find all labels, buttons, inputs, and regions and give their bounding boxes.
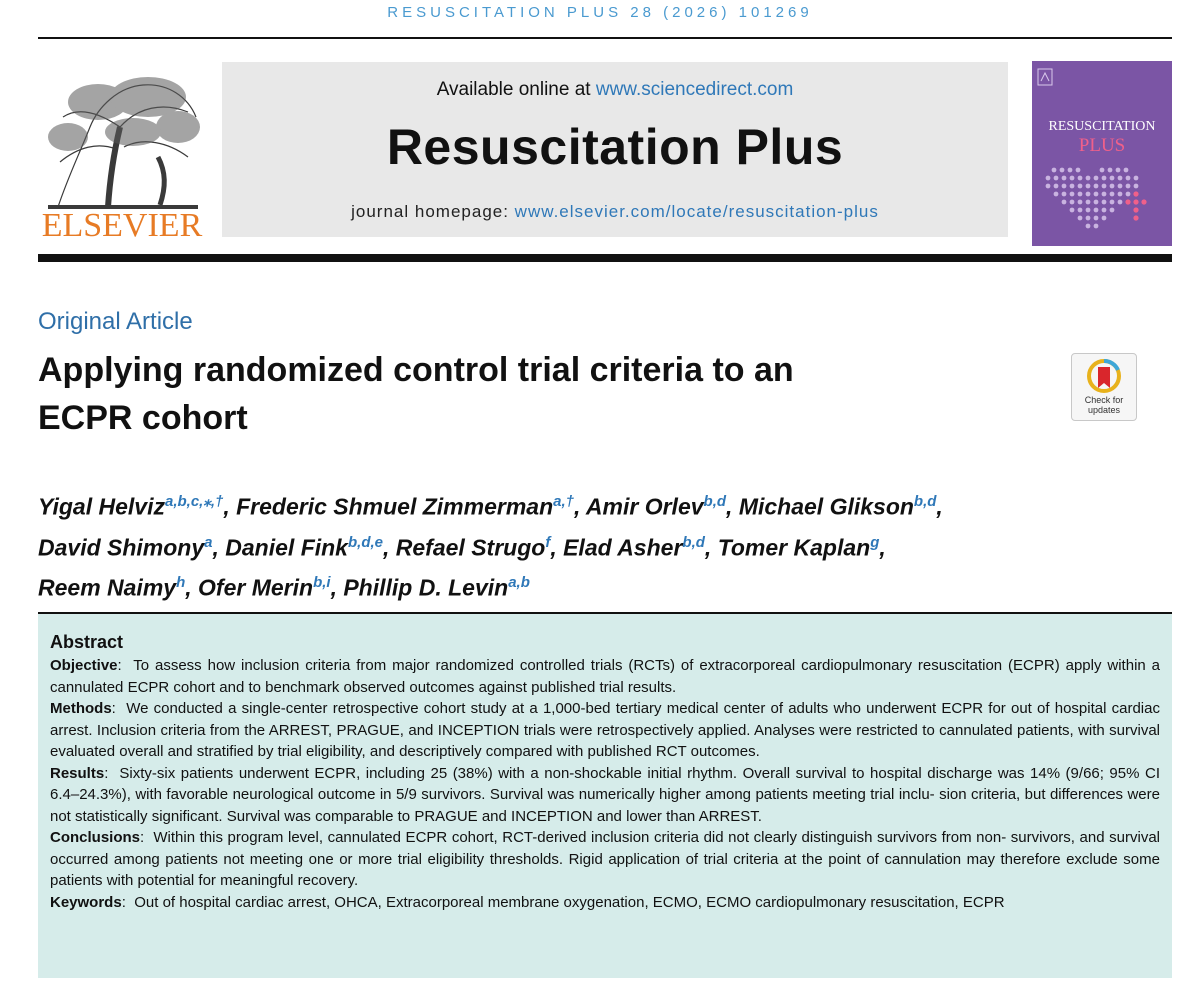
abstract-section-label: Methods (50, 700, 112, 717)
journal-cover (1032, 61, 1172, 246)
top-rule (38, 37, 1172, 39)
author-name[interactable]: Reem Naimy (38, 574, 177, 601)
abstract-section-text: Within this program level, cannulated ECPR cohort, RCT-derived inclusion criteria did not clearly distinguish survivors from non- survivors, and survival occurred among patients not meeting one or more trial eligibility thresholds. Rigid application of trial criteria at the point of cannulation may therefore exclude some patients with potential for meaningful recovery. (50, 829, 1160, 889)
journal-homepage-link[interactable]: www.elsevier.com/locate/resuscitation-plus (514, 202, 879, 221)
author-affiliation-sup[interactable]: a,b,c,⁎,† (164, 493, 224, 510)
crossmark-label (1072, 395, 1136, 415)
author-affiliation-sup[interactable]: b,d (913, 493, 937, 510)
elsevier-wordmark: ELSEVIER (41, 207, 203, 244)
abstract-box (38, 612, 1172, 978)
abstract-section-text: We conducted a single-center retrospective cohort study at a 1,000-bed tertiary medical center of adults who underwent ECPR for out of hospital cardiac arrest. Inclusion criteria from the ARREST, PRAGUE, and INCEPTION trials were retrospectively applied. Analyses were restricted to cannulated patients, with survival evaluated overall and stratified by trial eligibility, and descriptively compared with published RCT outcomes. (50, 700, 1160, 760)
author-name[interactable]: Amir Orlev (585, 493, 704, 520)
abstract-section-text: To assess how inclusion criteria from major randomized controlled trials (RCTs) of extracorporeal cardiopulmonary resuscitation (ECPR) apply within a cannulated ECPR cohort and to benchmark observed outcomes against published trial results. (50, 657, 1160, 696)
bottom-rule (38, 254, 1172, 262)
abstract-methods: Methods: We conducted a single-center retrospective cohort study at a 1,000-bed tertiary medical center of adults who underwent ECPR for out of hospital cardiac arrest. Inclusion criteria from the ARREST, PRAGUE, and INCEPTION trials were retrospectively applied. Analyses were restricted to cannulated patients, with survival evaluated overall and stratified by trial eligibility, and descriptively compared with published RCT outcomes. (50, 700, 1160, 760)
author-affiliation-sup[interactable]: a (204, 533, 213, 551)
author-affiliation-sup[interactable]: g (870, 533, 880, 551)
cover-subtitle: PLUS (1078, 135, 1126, 156)
check-for-updates-button[interactable] (1071, 353, 1137, 421)
author-separator: , (223, 493, 237, 520)
author-affiliation-sup[interactable]: a,† (553, 493, 574, 510)
author-affiliation-sup[interactable]: b,d (703, 493, 727, 510)
author-name[interactable]: Tomer Kaplan (717, 534, 871, 561)
author-separator: , (573, 493, 586, 520)
author-name[interactable]: Phillip D. Levin (343, 574, 509, 601)
journal-banner (222, 62, 1008, 237)
available-online-line (222, 79, 1008, 101)
author-affiliation-sup[interactable]: b,d,e (347, 533, 383, 551)
journal-masthead (38, 37, 1172, 257)
crossmark-line-2: updates (1087, 405, 1121, 415)
homepage-prefix: journal homepage: (351, 202, 515, 221)
author-separator: , (212, 534, 226, 561)
author-separator: , (936, 493, 943, 520)
abstract-section-text: Out of hospital cardiac arrest, OHCA, Extracorporeal membrane oxygenation, ECMO, ECMO cardiopulmonary resuscitation, ECPR (134, 893, 1005, 911)
author-line-3 (38, 565, 1178, 606)
author-list (38, 484, 1178, 606)
abstract-section-label: Conclusions (50, 829, 141, 846)
author-name[interactable]: David Shimony (38, 534, 205, 561)
author-name[interactable]: Yigal Helviz (38, 493, 165, 520)
sciencedirect-link[interactable]: www.sciencedirect.com (595, 79, 794, 100)
abstract-results: Results: Sixty-six patients underwent ECPR, including 25 (38%) with a non-shockable initial rhythm. Overall survival to hospital discharge was 14% (9/66; 95% CI 6.4–24.3%), with favorable neurological outcome in 5/9 survivors. Survival was numerically higher among patients meeting trial inclu- sion criteria, but differences were not statistically significant. Survival was comparable to PRAGUE and INCEPTION and lower than ARREST. (50, 764, 1160, 825)
abstract-body (50, 655, 1160, 913)
author-separator: , (185, 574, 199, 601)
article-title (38, 346, 1018, 442)
author-affiliation-sup[interactable]: a,b (508, 574, 530, 592)
journal-homepage-line (222, 202, 1008, 222)
author-separator: , (550, 534, 564, 561)
author-separator: , (330, 574, 344, 601)
abstract-objective: Objective: To assess how inclusion criteria from major randomized controlled trials (RCTs) of extracorporeal cardiopulmonary resuscitation (ECPR) apply within a cannulated ECPR cohort and to benchmark observed outcomes against published trial results. (50, 657, 1160, 696)
author-line-1 (38, 484, 1178, 525)
abstract-conclusions: Conclusions: Within this program level, cannulated ECPR cohort, RCT-derived inclusion criteria did not clearly distinguish survivors from non- survivors, and survival occurred among patients not meeting one or more trial eligibility thresholds. Rigid application of trial criteria at the point of cannulation may therefore exclude some patients with potential for meaningful recovery. (50, 829, 1160, 889)
article-title-line-2: ECPR cohort (38, 399, 248, 437)
cover-title: RESUSCITATION (1048, 119, 1156, 134)
abstract-heading: Abstract (50, 632, 124, 652)
author-name[interactable]: Elad Asher (563, 534, 683, 561)
author-separator: , (879, 534, 886, 561)
author-affiliation-sup[interactable]: b,d (682, 533, 705, 551)
author-affiliation-sup[interactable]: h (176, 574, 186, 592)
author-separator: , (383, 534, 396, 561)
author-name[interactable]: Frederic Shmuel Zimmerman (236, 493, 554, 520)
abstract-section-label: Objective (50, 657, 118, 674)
article-type: Original Article (38, 308, 193, 335)
author-separator: , (726, 493, 739, 520)
author-affiliation-sup[interactable]: b,i (313, 574, 331, 592)
elsevier-mini-logo-icon (1032, 61, 1172, 111)
author-affiliation-sup[interactable]: f (545, 533, 551, 551)
abstract-section-label: Results (50, 764, 105, 782)
author-name[interactable]: Ofer Merin (198, 574, 314, 601)
author-name[interactable]: Daniel Fink (225, 534, 348, 561)
available-prefix: Available online at (436, 79, 596, 100)
author-name[interactable]: Refael Strugo (395, 534, 546, 561)
author-name[interactable]: Michael Glikson (738, 493, 914, 520)
author-line-2 (38, 525, 1178, 566)
abstract-section-label: Keywords (50, 893, 122, 911)
article-title-line-1: Applying randomized control trial criteria to an (38, 351, 794, 389)
journal-title: Resuscitation Plus (386, 119, 844, 175)
dotted-heart-icon (1032, 156, 1172, 246)
abstract-keywords: Keywords: Out of hospital cardiac arrest, OHCA, Extracorporeal membrane oxygenation, ECMO, ECMO cardiopulmonary resuscitation, ECPR (50, 893, 1005, 911)
crossmark-line-1: Check for (1084, 395, 1124, 405)
running-head: RESUSCITATION PLUS 28 (2026) 101269 (387, 4, 813, 21)
author-separator: , (704, 534, 718, 561)
abstract-section-text: Sixty-six patients underwent ECPR, including 25 (38%) with a non-shockable initial rhythm. Overall survival to hospital discharge was 14% (9/66; 95% CI 6.4–24.3%), with favorable neurological outcome in 5/9 survivors. Survival was numerically higher among patients meeting trial inclu- sion criteria, but differences were not statistically significant. Survival was comparable to PRAGUE and INCEPTION and lower than ARREST. (50, 764, 1160, 825)
crossmark-icon (1072, 356, 1136, 396)
